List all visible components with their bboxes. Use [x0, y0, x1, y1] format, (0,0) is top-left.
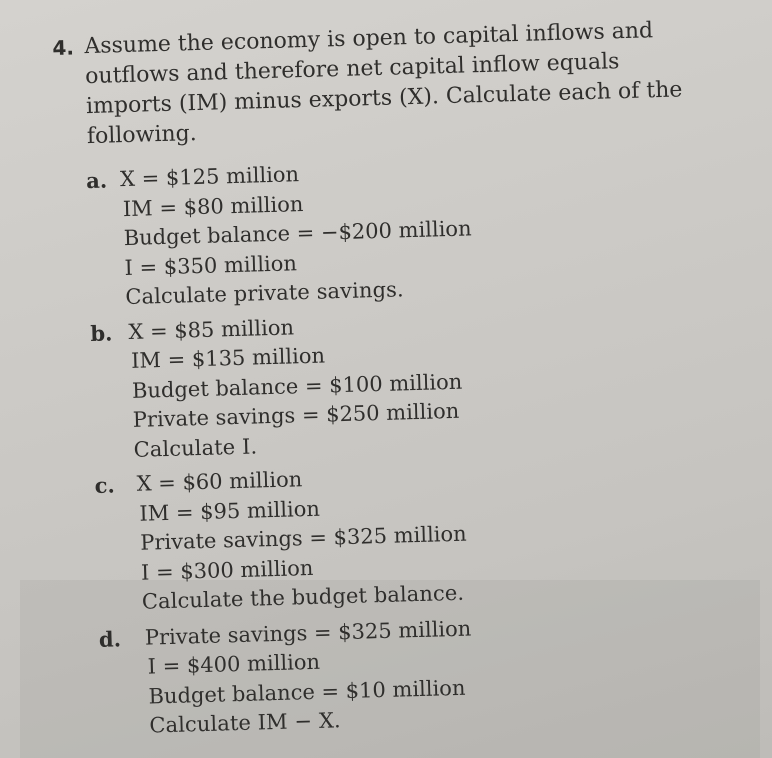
intro-line: following. — [86, 121, 198, 150]
question: Calculate I. — [133, 433, 258, 462]
given-budget-balance: Budget balance = $10 million — [148, 675, 466, 709]
intro-line: imports (IM) minus exports (X). Calculate each of the — [85, 77, 683, 120]
part-letter: b. — [90, 319, 113, 346]
given-private-savings: Private savings = $250 million — [132, 398, 460, 432]
part-d — [69, 606, 762, 743]
problem-intro — [52, 14, 745, 153]
part-letter: c. — [94, 472, 116, 498]
question: Calculate private savings. — [125, 277, 405, 310]
question: Calculate IM − X. — [149, 708, 342, 738]
problem-4 — [52, 14, 762, 743]
given-budget-balance: Budget balance = −$200 million — [123, 216, 472, 251]
given-private-savings: Private savings = $325 million — [139, 521, 467, 555]
problem-number: 4. — [52, 35, 75, 60]
given-x: X = $60 million — [136, 467, 303, 496]
given-investment: I = $400 million — [147, 649, 321, 679]
part-letter: a. — [85, 167, 108, 194]
part-b — [60, 300, 754, 467]
part-letter: d. — [98, 625, 122, 652]
given-budget-balance: Budget balance = $100 million — [131, 369, 463, 403]
given-x: X = $125 million — [119, 162, 300, 192]
given-im: IM = $80 million — [122, 191, 304, 221]
given-investment: I = $350 million — [124, 250, 298, 280]
given-private-savings: Private savings = $325 million — [144, 616, 472, 650]
given-x: X = $85 million — [128, 314, 295, 344]
intro-line: outflows and therefore net capital inflow equals — [84, 49, 620, 90]
given-investment: I = $300 million — [140, 555, 314, 585]
question: Calculate the budget balance. — [141, 580, 465, 614]
given-im: IM = $95 million — [139, 496, 321, 526]
part-c — [64, 453, 758, 620]
part-a — [56, 148, 750, 315]
given-im: IM = $135 million — [130, 343, 326, 373]
intro-line: Assume the economy is open to capital inflows and — [84, 18, 654, 60]
